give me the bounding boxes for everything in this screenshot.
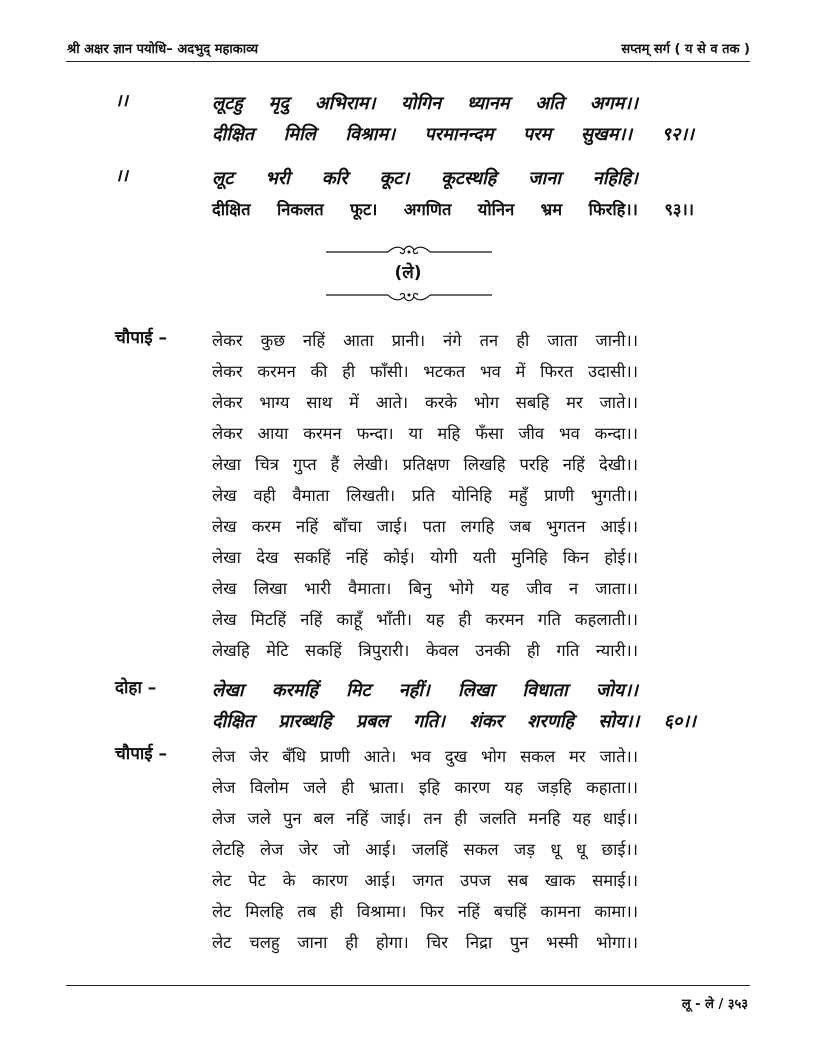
verse-line: लेकर करमन की ही फाँसी। भटकत भव में फिरत उदासी।।: [212, 362, 638, 381]
verse-line: लेज जेर बँधि प्राणी आते। भव दुख भोग सकल मर जाते।।: [212, 747, 638, 766]
ornament-top-icon: [326, 244, 492, 256]
header-divider: [66, 61, 750, 62]
verse-line: लेख वही वैमाता लिखती। प्रति योनिहि महुँ प्राणी भुगती।।: [212, 486, 638, 505]
verse-line: लेखहि मेटि सकहिं त्रिपुरारी। केवल उनकी ही गति न्यारी।।: [212, 641, 638, 660]
verse-line: लूट भरी करि कूट। कूटस्थहि जाना नहिहि।: [212, 168, 638, 189]
verse-line: लूटहु मृदु अभिराम। योगिन ध्यानम अति अगम।।: [212, 93, 638, 114]
verse-marker: ।।: [115, 166, 128, 186]
book-title: श्री अक्षर ज्ञान पयोधि– अदभुद् महाकाव्य: [67, 42, 259, 57]
verse-line: लेखा देख सकहिं नहिं कोई। योगी यती मुनिहि किन होई।।: [212, 548, 638, 567]
verse-line: लेटहि लेज जेर जो आई। जलहिं सकल जड़ धू धू छाई।।: [212, 840, 638, 859]
verse-line: लेख लिखा भारी वैमाता। बिनु भोगे यह जीव न जाता।।: [212, 579, 638, 598]
verse-line: लेकर आया करमन फन्दा। या महि फँसा जीव भव कन्दा।।: [212, 424, 638, 443]
section-title: (ले): [394, 263, 422, 283]
verse-type-label: चौपाई –: [115, 744, 168, 764]
verse-line: लेकर भाग्य साथ में आते। करके भोग सबहि मर जाते।।: [212, 393, 638, 412]
verse-line: लेखा चित्र गुप्त हैं लेखी। प्रतिक्षण लिखहि परहि नहिं देखी।।: [212, 455, 638, 474]
verse-line: लेकर कुछ नहिं आता प्रानी। नंगे तन ही जाता जानी।।: [212, 331, 638, 350]
chapter-title: सप्तम् सर्ग ( य से व तक ): [621, 42, 750, 57]
verse-line: लेट पेट के कारण आई। जगत उपज सब खाक समाई।।: [212, 871, 638, 890]
section-divider: [0, 240, 816, 302]
verse-line: लेट चलहु जाना ही होगा। चिर निद्रा पुन भस्मी भोगा।।: [212, 933, 638, 952]
verse-line: लेज जले पुन बल नहिं जाई। तन ही जलति मनहि यह धाई।।: [212, 809, 638, 828]
verse-line: लेख मिटहिं नहिं काहूँ भाँती। यह ही करमन गति कहलाती।।: [212, 610, 638, 629]
verse-type-label: चौपाई –: [115, 328, 168, 348]
page-number: लू - ले / ३५३: [681, 997, 748, 1012]
verse-line: लेख करम नहिं बाँचा जाई। पता लगहि जब भुगतन आई।।: [212, 517, 638, 536]
verse-line: दीक्षित मिलि विश्राम। परमानन्दम परम सुखम।। ९२।।: [212, 124, 694, 145]
verse-marker: ।।: [115, 91, 128, 111]
verse-line: दीक्षित प्रारब्धहि प्रबल गति। शंकर शरणहि सोय।। ६०।।: [212, 711, 696, 732]
verse-type-label: दोहा –: [115, 678, 157, 698]
footer-divider: [66, 985, 750, 986]
verse-line: लेज विलोम जले ही भ्राता। इहि कारण यह जड़हि कहाता।।: [212, 778, 638, 797]
verse-line: लेट मिलहि तब ही विश्रामा। फिर नहिं बचहिं कामना कामा।।: [212, 902, 638, 921]
verse-line: दीक्षित निकलत फूट। अगणित योनिन भ्रम फिरहि।। ९३।।: [212, 200, 694, 219]
ornament-bottom-icon: [326, 290, 492, 302]
verse-line: लेखा करमहिं मिट नहीं। लिखा विधाता जोय।।: [212, 680, 638, 701]
